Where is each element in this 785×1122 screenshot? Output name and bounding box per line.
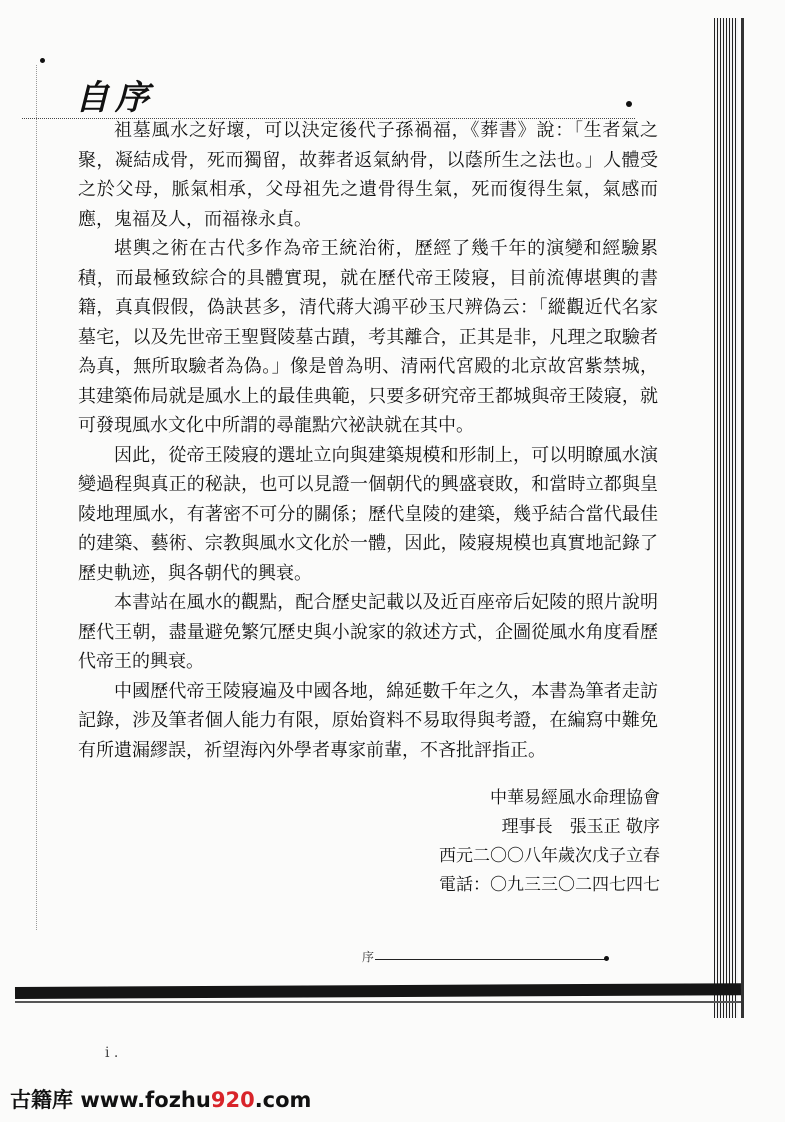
watermark-url-suffix: .com: [254, 1088, 312, 1112]
paragraph: 因此，從帝王陵寢的選址立向與建築規模和形制上，可以明瞭風水演變過程與真正的秘訣，也可以見證一個朝代的興盛衰敗，和當時立都與皇陵地理風水，有著密不可分的關係；歷代皇陵的建築，幾乎結合當代最佳的建築、藝術、宗教與風水文化於一體，因此，陵寢規模也真實地記錄了歷史軌迹，與各朝代的興衰。: [78, 444, 658, 584]
watermark-url-prefix: www.fozhu: [80, 1088, 211, 1112]
watermark-site: 古籍库: [10, 1088, 73, 1112]
folio-dot: [604, 956, 609, 961]
folio-rule: [375, 959, 607, 960]
bottom-scan-band: [15, 983, 741, 999]
scan-specks: i .: [105, 1045, 119, 1061]
signature-org: 中華易經風水命理協會: [490, 788, 660, 808]
paragraph: 祖墓風水之好壞，可以決定後代子孫禍福，《葬書》說：「生者氣之聚，凝結成骨，死而獨留，故葬者返氣納骨，以蔭所生之法也。」人體受之於父母，脈氣相承，父母祖先之遺骨得生氣，死而復得生氣，氣感而應，鬼福及人，而福祿永貞。: [78, 120, 658, 230]
signature-block: [400, 784, 660, 900]
signature-date: 西元二〇〇八年歲次戊子立春: [439, 846, 660, 866]
binding-edge-line: [741, 18, 744, 1018]
left-margin-rule: [36, 65, 37, 930]
paragraph: 本書站在風水的觀點，配合歷史記載以及近百座帝后妃陵的照片說明歷代王朝，盡量避免繁冗歷史與小說家的敘述方式，企圖從風水角度看歷代帝王的興衰。: [78, 592, 658, 672]
title-rule-dot: [626, 101, 632, 107]
watermark-url-highlight: 920: [210, 1088, 255, 1112]
preface-body: [78, 116, 658, 765]
watermark: [10, 1084, 311, 1114]
page-title: 自序: [75, 78, 155, 118]
paragraph: 堪輿之術在古代多作為帝王統治術，歷經了幾千年的演變和經驗累積，而最極致綜合的具體實現，就在歷代帝王陵寢，目前流傳堪輿的書籍，真真假假，偽訣甚多，清代蔣大鴻平砂玉尺辨偽云：「縱觀近代名家墓宅，以及先世帝王聖賢陵墓古蹟，考其離合，正其是非，凡理之取驗者為真，無所取驗者為偽。」像是曾為明、清兩代宮殿的北京故宮紫禁城，其建築佈局就是風水上的最佳典範，只要多研究帝王都城與帝王陵寢，就可發現風水文化中所謂的尋龍點穴祕訣就在其中。: [78, 238, 658, 436]
folio-label: 序: [362, 950, 375, 964]
binding-edge: [714, 18, 738, 1018]
paragraph: 中國歷代帝王陵寢遍及中國各地，綿延數千年之久，本書為筆者走訪記錄，涉及筆者個人能力有限，原始資料不易取得與考證，在編寫中難免有所遺漏繆誤，祈望海內外學者專家前輩，不吝批評指正。: [78, 680, 658, 761]
margin-dot: [40, 58, 45, 63]
signature-author: 理事長 張玉正 敬序: [501, 817, 660, 837]
signature-phone: 電話：〇九三三〇二四七四七: [439, 875, 660, 895]
bottom-scan-line: [15, 1001, 741, 1003]
